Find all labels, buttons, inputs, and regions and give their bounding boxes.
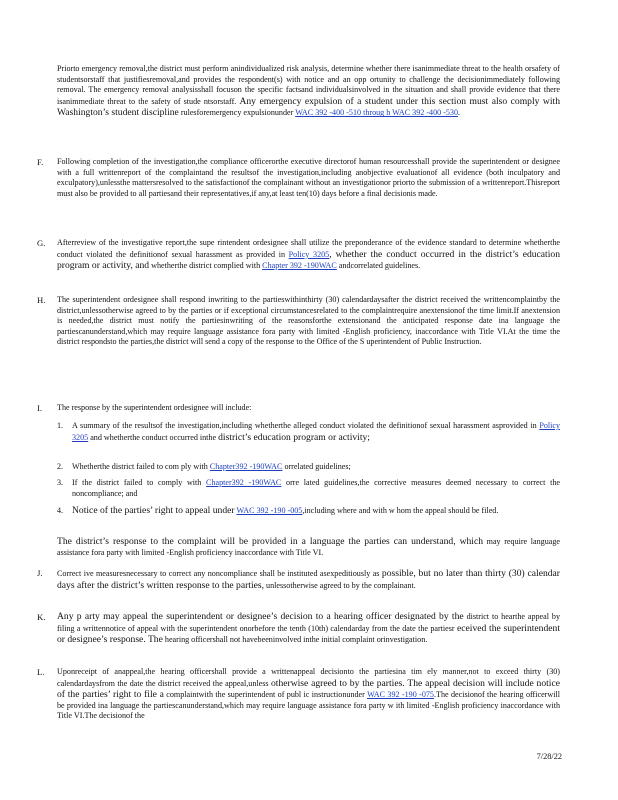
chapter-392-190-link-3[interactable]: Chapter392 -190WAC: [206, 478, 282, 487]
section-g-label: G.: [37, 238, 46, 248]
section-h-text: The superintendent ordesignee shall respond inwriting to the partieswithinthirty (30) calendardaysafter the district received the writtencomplaintby the district,unlessotherwise agreed to by the parties or if exceptional circumstancesrelated to the complaintrequire anextensionof the time limit.If anextension is needed,the district must notify the partiesinwriting of the reasonsforthe extensionand the anticipated response date ina language the partiescanunderstand,which may require language assistance fora party with limited -English proficiency, inaccordance with Title VI.At the time the district respondsto the parties,the district will send a copy of the response to the Office of the S uperintendent of Public Instruction.: [57, 295, 560, 347]
wac-emergency-link[interactable]: WAC 392 -400 -510 throug h WAC 392 -400 -530: [295, 108, 459, 118]
section-f-text: Following completion of the investigation,the compliance officerorthe executive directorof human resourcesshall provide the superintendent or designee with a full writtenreport of the complaintand the resultsof the investigation,including anobjective evaluationof all evidence (both inculpatory and exculpatory),unlessthe mattersresolved to the satisfactionof the complainant without an investigationor priorto the submission of a writtenreport.Thisreport must also be provided to all partiesand their representatives,if any,at least ten(10) days before a final decisionis made.: [57, 157, 560, 198]
carryover-emphasis: Any emergency expulsion of a student under this section must also comply with Washington’s student discipline: [57, 95, 560, 119]
section-l-paragraph: Uponreceipt of anappeal,the hearing officershall provide a writtenappeal decisionto the partiesina tim ely manner,not to exceed thirty (30) calendardaysfrom the date the district received the appeal,unless otherwise agreed to by the parties. The appeal decision will include notice of the parties’ right to file a complaintwith the superintendent of publ ic instructionunder WAC 392 -190 -075.The decisionof the hearing officerwill be provided ina language the partiescanunderstand,which may require language assistance fora party w ith limited -English proficiency inaccordance with Title VI.The decisionof the: [57, 667, 560, 721]
section-i-closing: The district’s response to the complaint will be provided in a language the parties can understand, which may require language assistance fora party with limited -English proficiency inaccordance with Title VI.: [57, 536, 560, 557]
carryover-text: Priorto emergency removal,the district must perform anindividualized risk analysis, determine whether there isanimmediate threat to the health orsafety of studentsorstaff that justifiesremoval,and provides the respondent(s) with notice and an opp ortunity to challenge the decisionimmediately following removal. The emergency removal analysisshall focuson the specific factsand individualsinvolved in the situation and shall provide evidence that there isanimmediate threat to the safety of stude ntsorstaff.: [57, 64, 560, 106]
item-3-number: 3.: [57, 478, 64, 487]
policy-3205-link[interactable]: Policy 3205: [288, 249, 330, 259]
section-i-label: I.: [37, 403, 43, 413]
chapter-392-190-link[interactable]: Chapter 392 -190WAC: [262, 261, 337, 271]
carryover-paragraph: Priorto emergency removal,the district must perform anindividualized risk analysis, determine whether there isanimmediate threat to the health orsafety of studentsorstaff that justifiesremoval,and provides the respondent(s) with notice and an opp ortunity to challenge the decisionimmediately following removal. The emergency removal analysisshall focuson the specific factsand individualsinvolved in the situation and shall provide evidence that there isanimmediate threat to the safety of stude ntsorstaff. Any emergency expulsion of a student under this section must also comply with Washington’s student discipline rulesforemergency expulsionunder WAC 392 -400 -510 throug h WAC 392 -400 -530.: [57, 64, 560, 119]
wac-392-190-005-link[interactable]: WAC 392 -190 -005: [236, 506, 303, 515]
chapter-392-190-link-2[interactable]: Chapter392 -190WAC: [209, 462, 283, 471]
section-l-label: L.: [37, 667, 45, 677]
footer-date: 7/28/22: [536, 752, 562, 761]
section-f-paragraph: [57, 157, 560, 199]
section-f-label: F.: [37, 157, 44, 167]
section-h-paragraph: [57, 295, 560, 348]
section-i-item-3: If the district failed to comply with Chapter392 -190WAC orre lated guidelines,the corrective measures deemed necessary to correct the noncompliance; and: [72, 478, 560, 498]
section-j-label: J.: [37, 568, 43, 578]
section-i-item-1: A summary of the resultsof the investigation,including whetherthe alleged conduct violated the definitionof sexual harassment asprovided in Policy 3205 and whetherthe conduct occurred inthe district’s education program or activity;: [72, 421, 560, 443]
section-g-paragraph: Afterreview of the investigative report,the supe rintendent ordesignee shall utilize the preponderance of the evidence standard to determine whetherthe conduct violated the definitionof sexual harassment as provided in Policy 3205, whether the conduct occurred in the district’s education program or activity, and whetherthe district complied with Chapter 392 -190WAC andcorrelated guidelines.: [57, 238, 560, 272]
section-i-intro: The response by the superintendent ordesignee will include:: [57, 403, 252, 412]
section-j-paragraph: Correct ive measuresnecessary to correct any noncompliance shall be instituted asexpeditiously as possible, but no later than thirty (30) calendar days after the district’s written response to the parties, unlessotherwise agreed to by the complainant.: [57, 568, 561, 591]
section-i-item-2: Whetherthe district failed to com ply with Chapter392 -190WAC orrelated guidelines;: [72, 462, 351, 471]
item-1-number: 1.: [57, 421, 64, 430]
item-4-number: 4.: [57, 506, 64, 515]
item-2-number: 2.: [57, 462, 64, 471]
policy-3205-link-2[interactable]: Policy 3205: [72, 421, 560, 442]
section-k-label: K.: [37, 612, 46, 622]
wac-392-190-075-link[interactable]: WAC 392 -190 -075: [367, 690, 434, 700]
section-i-item-4: Notice of the parties’ right to appeal under WAC 392 -190 -005,including where and with w hom the appeal should be filed.: [72, 505, 499, 516]
section-k-paragraph: Any p arty may appeal the superintendent or designee’s decision to a hearing officer designated by the district to hearthe appeal by filing a writtennotice of appeal with the superintendent onorbefore the tenth (10th) calendarday from the date the partiesr eceived the superintendent or designee’s response. The hearing officershall not havebeeninvolved inthe initial complaint orinvestigation.: [57, 611, 560, 646]
section-h-label: H.: [37, 295, 46, 305]
carryover-tail: rulesforemergency expulsionunder: [180, 108, 294, 118]
